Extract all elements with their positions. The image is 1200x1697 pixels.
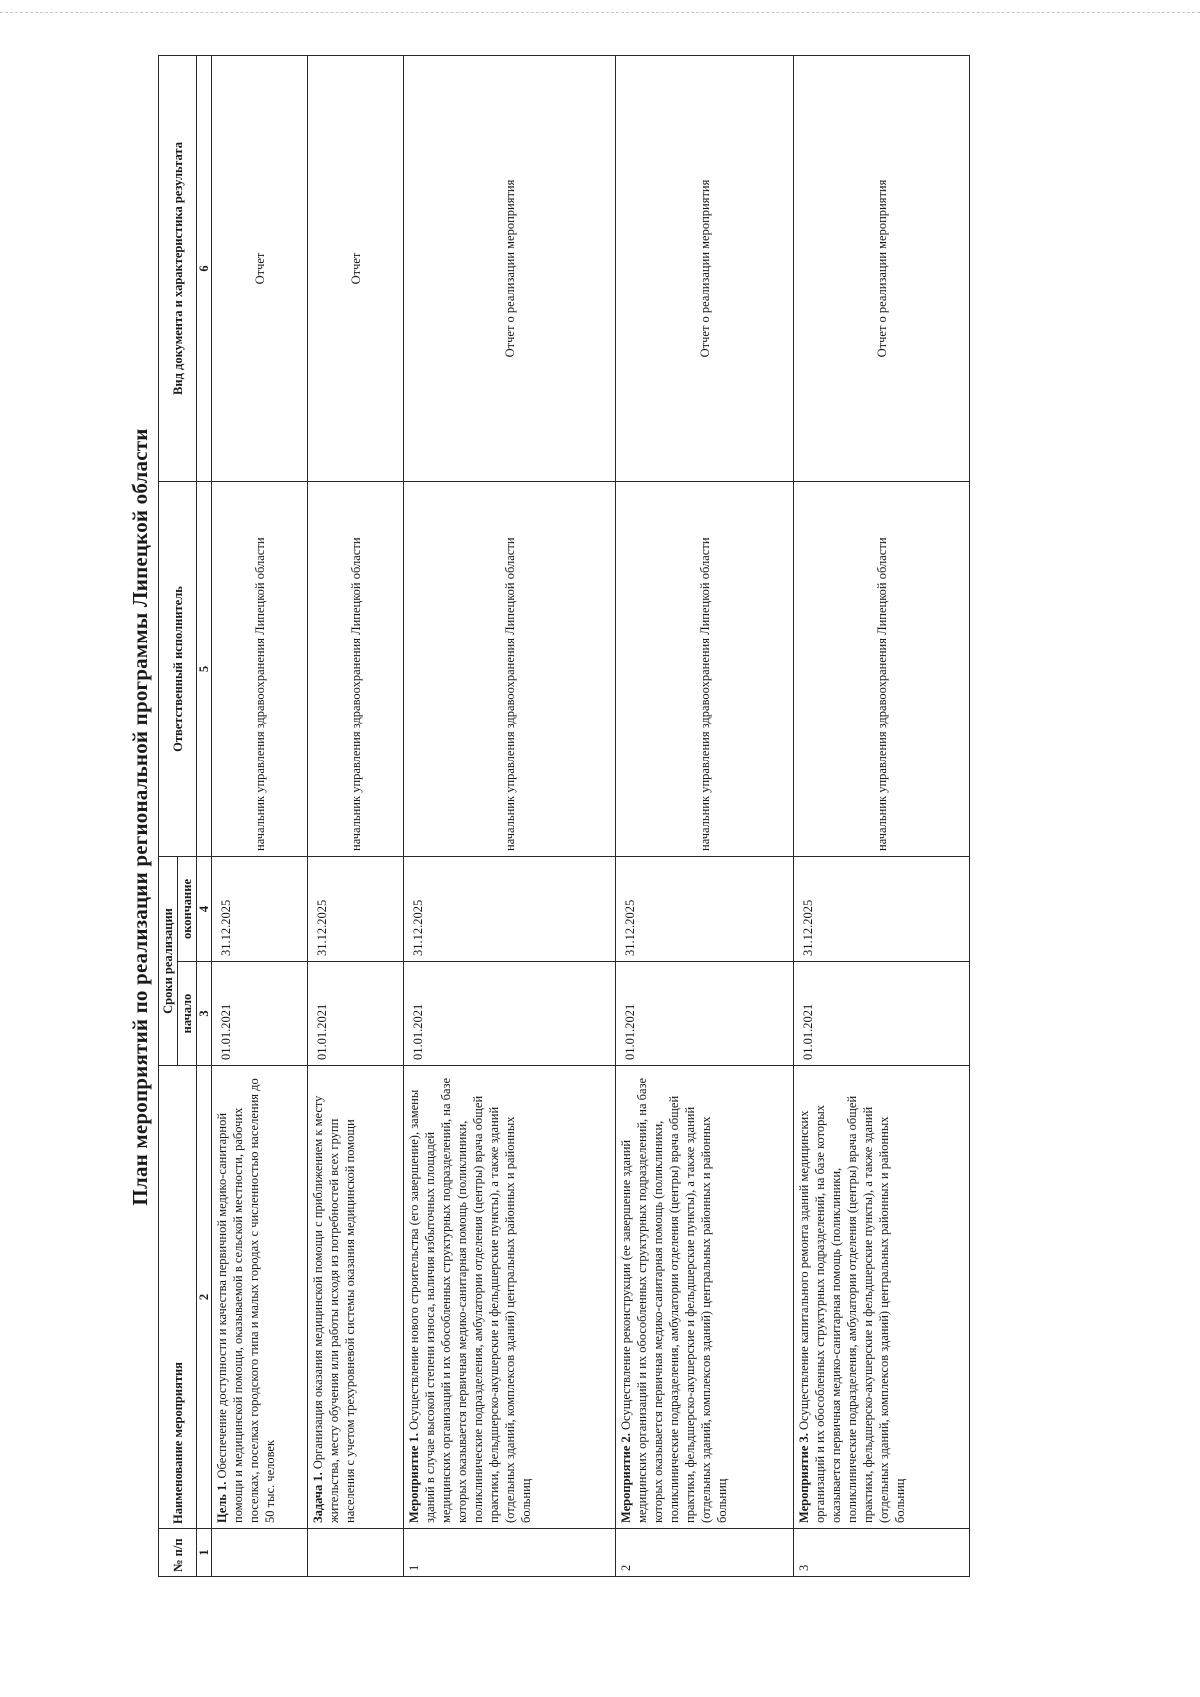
table-row <box>794 56 970 1577</box>
end-date: 31.12.2025 <box>794 857 970 962</box>
activity-lead: Мероприятие 2. <box>619 1433 633 1523</box>
activity-text: Осуществление нового строительства (его завершение), замены зданий в случае высокой степени износа, наличия избыточных площадей медицинских организаций и их обособленных структурных подразделений, на базе которых оказывается первичная медико-санитарная помощь (поликлиники, поликлинические подразделения, амбулатории отделения (центры) врача общей практики, фельдшерско-акушерские и фельдшерские пункты), а также зданий (отдельных зданий, комплексов зданий) центральных районных и районных больниц <box>407 1077 533 1523</box>
header-end: окончание <box>178 857 197 962</box>
activity-text: Осуществление капитального ремонта зданий медицинских организаций и их обособленных структурных подразделений, на базе которых оказывается первичная медико-санитарная помощь (поликлиники, поликлинические подразделения, амбулатории отделения (центры) врача общей практики, фельдшерско-акушерские и фельдшерские пункты), а также зданий (отдельных зданий, комплексов зданий) центральных районных и районных больниц <box>797 1095 907 1523</box>
column-number: 6 <box>197 56 212 482</box>
header-num: № п/п <box>159 1529 197 1577</box>
table-row <box>616 56 794 1577</box>
activity-lead: Задача 1. <box>311 1472 325 1523</box>
row-number <box>212 1529 308 1577</box>
document-type: Отчет <box>308 56 404 482</box>
start-date: 01.01.2021 <box>794 962 970 1066</box>
activity-text: Организация оказания медицинской помощи с приближением к месту жительства, месту обучения или работы исходя из потребностей всех групп населения с учетом трехуровневой системы оказания медицинской помощи <box>311 1095 357 1523</box>
header-responsible: Ответственный исполнитель <box>159 482 197 857</box>
column-number: 2 <box>197 1066 212 1529</box>
responsible: начальник управления здравоохранения Липецкой области <box>308 482 404 857</box>
header-start: начало <box>178 962 197 1066</box>
activity-lead: Мероприятие 3. <box>797 1433 811 1523</box>
responsible: начальник управления здравоохранения Липецкой области <box>404 482 616 857</box>
header-name: Наименование мероприятия <box>159 1066 197 1529</box>
column-number: 3 <box>197 962 212 1066</box>
header-row <box>159 56 178 1577</box>
document-type: Отчет о реализации мероприятия <box>404 56 616 482</box>
table-row <box>308 56 404 1577</box>
activity-text: Осуществление реконструкции (ее завершение зданий медицинских организаций и их обособленных структурных подразделений, на базе которых оказывается первичная медико-санитарная помощь (поликлиники, поликлинические подразделения, амбулатории отделения (центры) врача общей практики, фельдшерско-акушерские и фельдшерские пункты), а также зданий (отдельных зданий, комплексов зданий) центральных районных и районных больниц <box>619 1077 729 1523</box>
responsible: начальник управления здравоохранения Липецкой области <box>616 482 794 857</box>
page-title: План мероприятий по реализации региональной программы Липецкой области <box>128 428 152 1206</box>
end-date: 31.12.2025 <box>616 857 794 962</box>
activity-name <box>404 1066 616 1529</box>
activity-text: Обеспечение доступности и качества первичной медико-санитарной помощи и медицинской помощи, оказываемой в сельской местности, рабочих поселках, поселках городского типа и малых городах с численностью населения до 50 тыс. человек <box>215 1078 277 1523</box>
activity-name <box>794 1066 970 1529</box>
end-date: 31.12.2025 <box>212 857 308 962</box>
activity-name <box>212 1066 308 1529</box>
row-number: 3 <box>794 1529 970 1577</box>
table-row <box>212 56 308 1577</box>
column-number: 5 <box>197 482 212 857</box>
row-number: 2 <box>616 1529 794 1577</box>
activity-name <box>308 1066 404 1529</box>
document-type: Отчет <box>212 56 308 482</box>
table-row <box>404 56 616 1577</box>
start-date: 01.01.2021 <box>308 962 404 1066</box>
column-number: 4 <box>197 857 212 962</box>
responsible: начальник управления здравоохранения Липецкой области <box>212 482 308 857</box>
document-type: Отчет о реализации мероприятия <box>616 56 794 482</box>
end-date: 31.12.2025 <box>404 857 616 962</box>
activity-name <box>616 1066 794 1529</box>
row-number: 1 <box>404 1529 616 1577</box>
plan-table <box>158 55 970 1577</box>
activity-lead: Мероприятие 1. <box>407 1433 421 1523</box>
end-date: 31.12.2025 <box>308 857 404 962</box>
header-period: Сроки реализации <box>159 857 178 1066</box>
activity-lead: Цель 1. <box>215 1481 229 1523</box>
header-document: Вид документа и характеристика результата <box>159 56 197 482</box>
start-date: 01.01.2021 <box>212 962 308 1066</box>
document-type: Отчет о реализации мероприятия <box>794 56 970 482</box>
row-number <box>308 1529 404 1577</box>
responsible: начальник управления здравоохранения Липецкой области <box>794 482 970 857</box>
column-number: 1 <box>197 1529 212 1577</box>
column-numbers-row <box>197 56 212 1577</box>
start-date: 01.01.2021 <box>616 962 794 1066</box>
start-date: 01.01.2021 <box>404 962 616 1066</box>
